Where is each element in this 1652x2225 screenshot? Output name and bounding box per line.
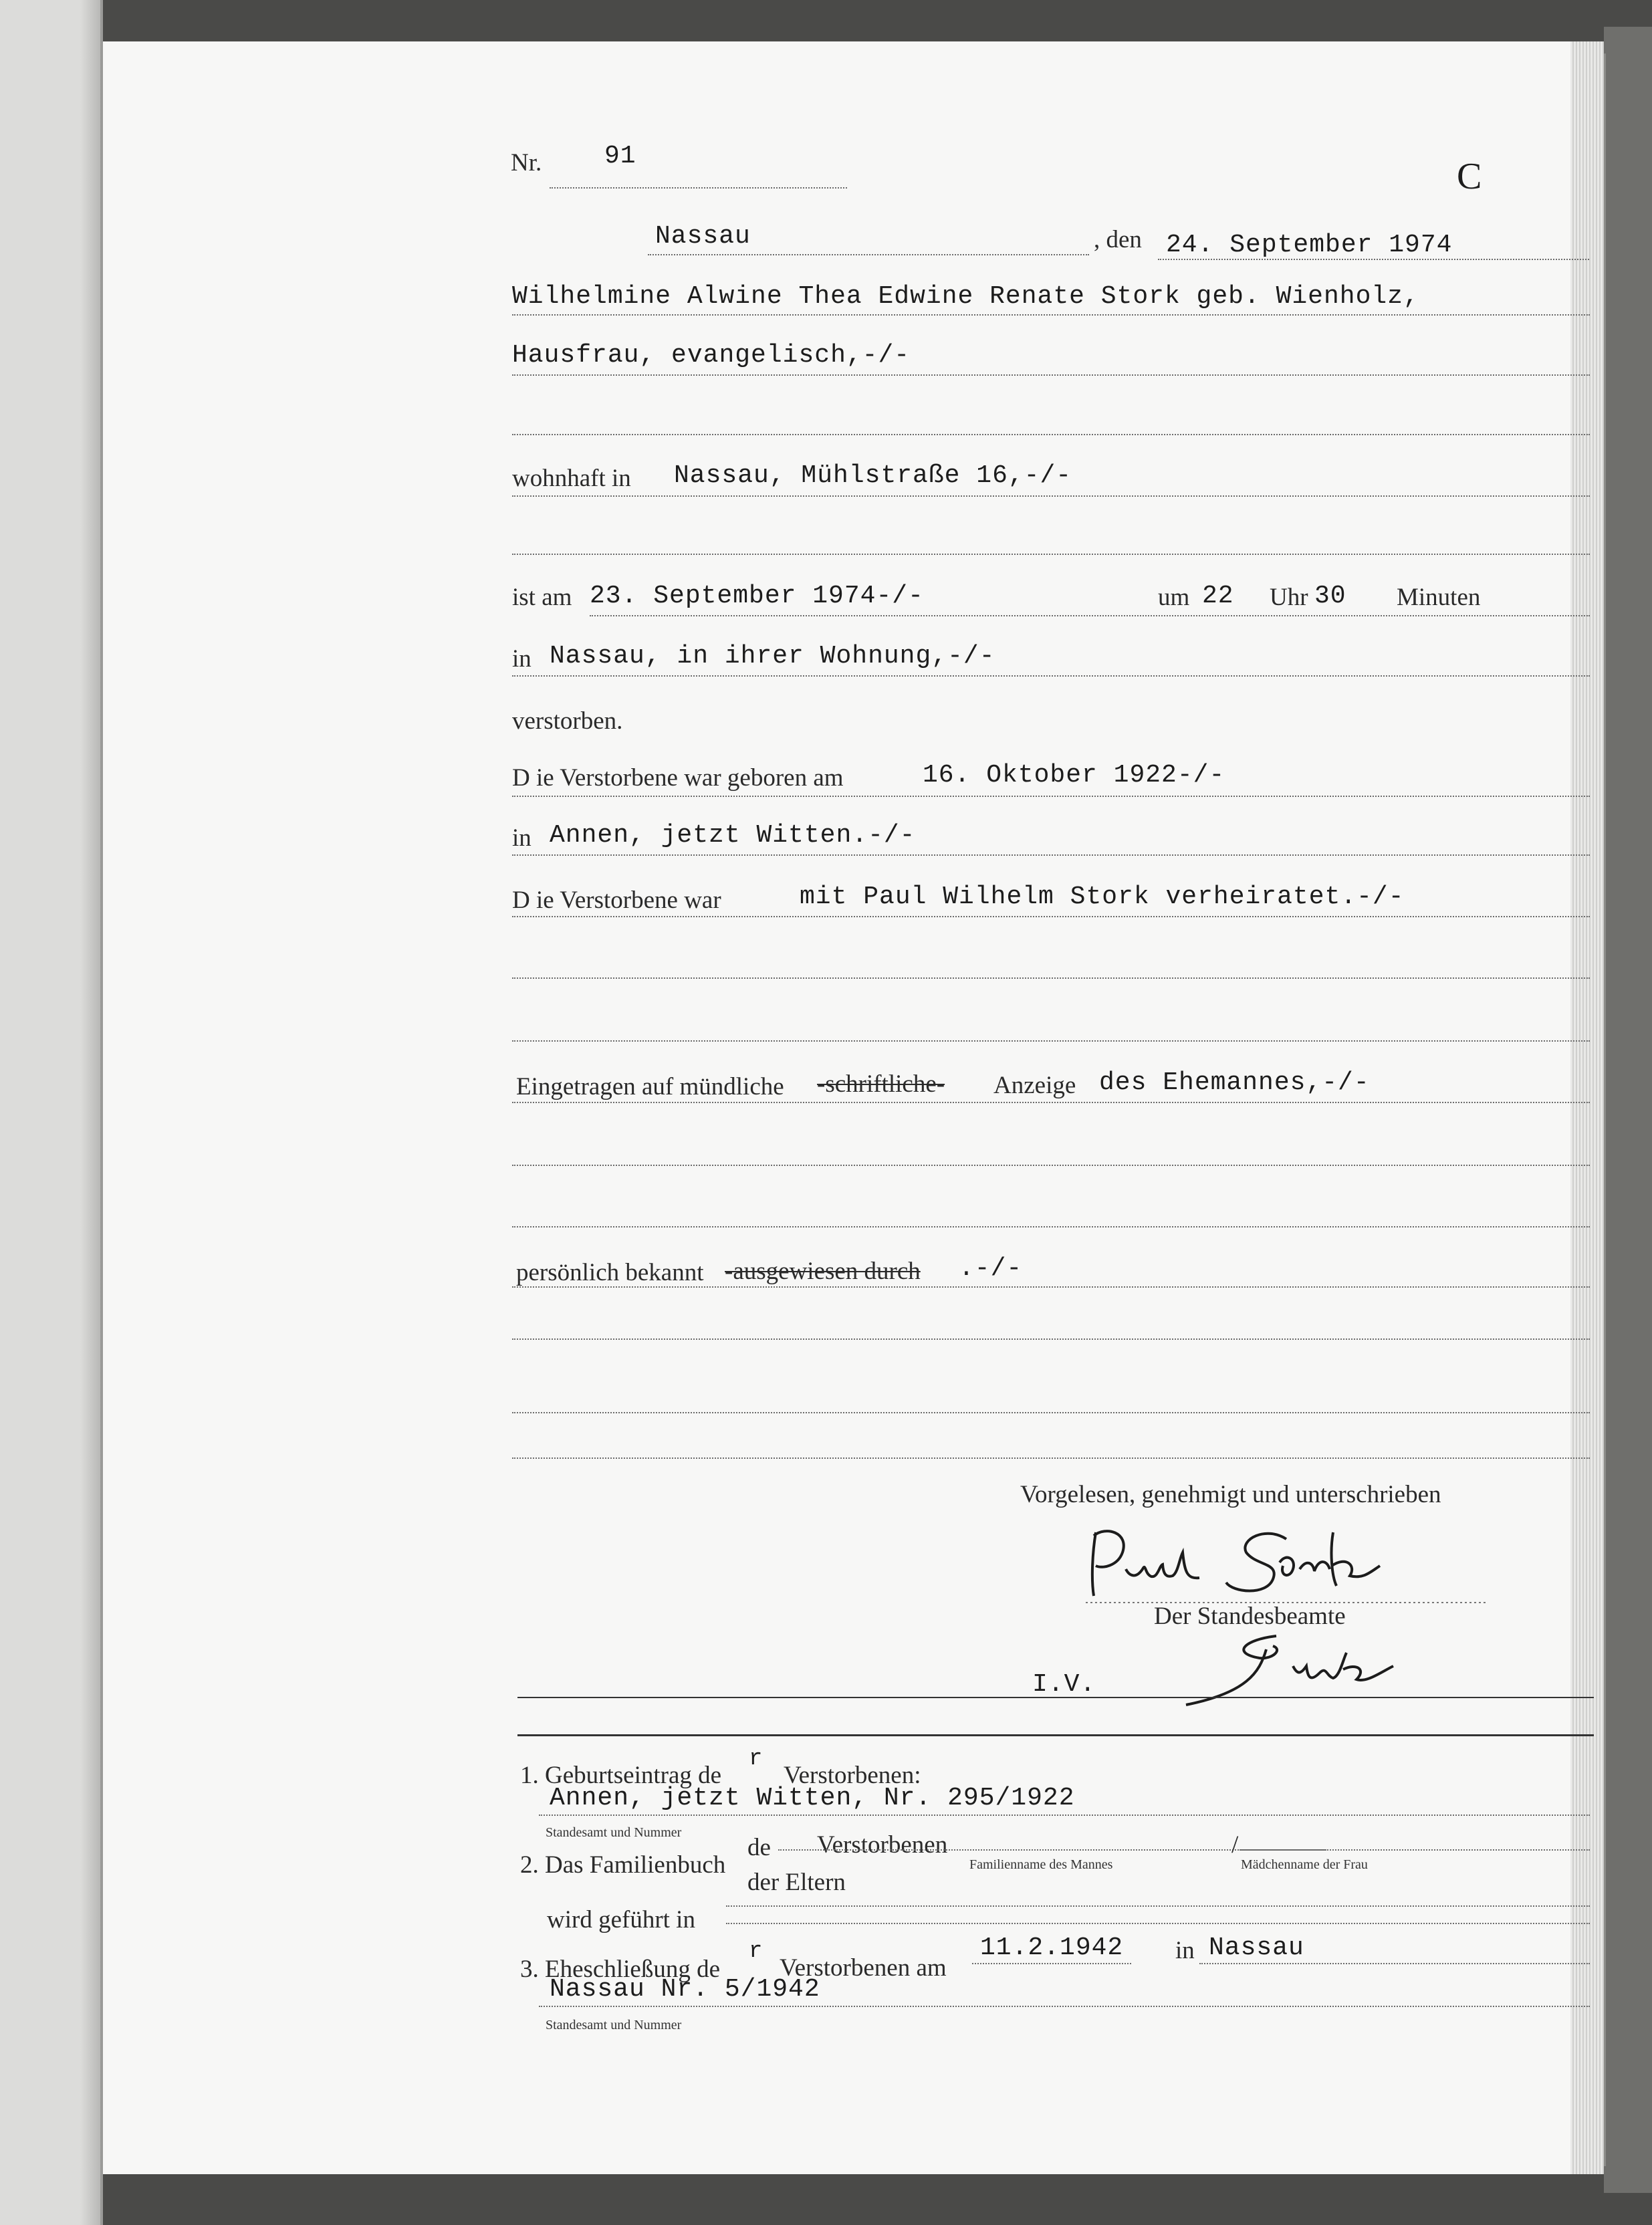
deceased-name: Wilhelmine Alwine Thea Edwine Renate Stork geb. Wienholz,	[512, 282, 1419, 311]
standesamt-label-2: Standesamt und Nummer	[546, 2018, 682, 2032]
anzeige-label: Anzeige	[993, 1072, 1076, 1099]
known-label: persönlich bekannt	[516, 1259, 704, 1286]
item3-value: Nassau Nr. 5/1942	[550, 1975, 820, 2004]
item2-line-c	[726, 1905, 1590, 1907]
item2-value: Verstorbenen	[817, 1831, 948, 1859]
left-page-shadow	[80, 0, 100, 2225]
left-page	[0, 0, 103, 2225]
item3-place: Nassau	[1209, 1934, 1304, 1962]
item3-date-line	[972, 1963, 1131, 1964]
registrar-signature	[1166, 1626, 1487, 1713]
item2-de: de	[747, 1834, 771, 1861]
register-page	[103, 41, 1570, 2174]
record-date: 24. September 1974	[1166, 231, 1453, 259]
date-line	[1158, 259, 1589, 260]
item2-label: 2. Das Familienbuch	[520, 1851, 726, 1879]
item3-label: 3. Eheschließung de	[520, 1956, 720, 1983]
marriage-line	[512, 916, 1590, 917]
blank-line-6	[512, 1226, 1590, 1227]
verstorben-label: verstorben.	[512, 707, 623, 735]
item1-suffix: r	[749, 1746, 763, 1772]
item3-in: in	[1175, 1937, 1195, 1964]
birth-date-line	[512, 796, 1590, 797]
occupation: Hausfrau, evangelisch,-/-	[512, 341, 911, 370]
item3-label-mid: Verstorbenen am	[780, 1954, 947, 1982]
page-stack-edge	[1570, 41, 1604, 2174]
marriage-label: D ie Verstorbene war	[512, 887, 721, 914]
maedchenname-label: Mädchenname der Frau	[1241, 1857, 1368, 1872]
registration-line	[512, 1102, 1590, 1103]
birth-place-line	[512, 854, 1590, 856]
nr-value: 91	[604, 142, 636, 170]
death-place: Nassau, in ihrer Wohnung,-/-	[550, 642, 995, 671]
birth-label: D ie Verstorbene war geboren am	[512, 764, 844, 792]
birth-place-prefix: in	[512, 824, 532, 852]
birth-place: Annen, jetzt Witten.-/-	[550, 821, 916, 850]
blank-line-8	[512, 1412, 1590, 1413]
name-line	[512, 314, 1590, 316]
death-place-line	[512, 675, 1590, 677]
footer-rule	[517, 1734, 1594, 1736]
death-date-line	[590, 615, 1590, 616]
item2-line-b	[1240, 1849, 1590, 1851]
uhr-label: Uhr	[1270, 584, 1308, 611]
iv-label: I.V.	[1032, 1670, 1096, 1699]
read-label: Vorgelesen, genehmigt und unterschrieben	[1020, 1481, 1441, 1508]
blank-line-4	[512, 1040, 1590, 1042]
known-suffix: .-/-	[959, 1254, 1023, 1283]
blank-line-9	[512, 1457, 1590, 1459]
minuten-label: Minuten	[1397, 584, 1481, 611]
item1-label: 1. Geburtseintrag de	[520, 1762, 722, 1789]
residence: Nassau, Mühlstraße 16,-/-	[674, 461, 1072, 490]
informant: des Ehemannes,-/-	[1099, 1068, 1370, 1097]
blank-line-5	[512, 1165, 1590, 1166]
register-letter: C	[1457, 156, 1482, 197]
item3-place-line	[1199, 1963, 1590, 1964]
signature-rule	[517, 1697, 1594, 1698]
nr-label: Nr.	[511, 149, 542, 177]
wird-label: wird geführt in	[547, 1906, 695, 1934]
death-date: 23. September 1974-/-	[590, 582, 924, 610]
standesamt-label-1: Standesamt und Nummer	[546, 1825, 682, 1840]
blank-line-3	[512, 977, 1590, 979]
birth-date: 16. Oktober 1922-/-	[923, 761, 1225, 790]
place-line	[648, 254, 1089, 255]
item3-date: 11.2.1942	[980, 1934, 1124, 1962]
marriage-text: mit Paul Wilhelm Stork verheiratet.-/-	[800, 883, 1405, 911]
struck-ausgewiesen: -ausgewiesen durch	[725, 1258, 921, 1285]
familienname-label: Familienname des Mannes	[969, 1857, 1113, 1872]
struck-schriftliche: -schriftliche-	[817, 1070, 945, 1098]
item1-value: Annen, jetzt Witten, Nr. 295/1922	[550, 1784, 1075, 1812]
death-label: ist am	[512, 584, 572, 611]
death-minute: 30	[1314, 582, 1346, 610]
blank-line-2	[512, 554, 1590, 555]
item1-line	[539, 1814, 1590, 1816]
item2-eltern: der Eltern	[747, 1869, 846, 1896]
nr-line	[550, 187, 847, 189]
blank-line-7	[512, 1338, 1590, 1340]
registration-label: Eingetragen auf mündliche	[516, 1073, 784, 1100]
den-label: , den	[1094, 226, 1142, 253]
residence-line	[512, 495, 1590, 497]
blank-line-1	[512, 434, 1590, 435]
item3-suffix: r	[749, 1939, 763, 1964]
death-place-prefix: in	[512, 645, 532, 673]
place: Nassau	[655, 222, 751, 251]
occupation-line	[512, 374, 1590, 376]
registrar-label: Der Standesbeamte	[1154, 1603, 1346, 1630]
item2-slash: /	[1231, 1831, 1239, 1859]
um-label: um	[1158, 584, 1190, 611]
residence-label: wohnhaft in	[512, 465, 631, 492]
book-cover	[1604, 27, 1652, 2193]
item1-label-end: Verstorbenen:	[784, 1762, 921, 1789]
death-hour: 22	[1202, 582, 1234, 610]
wird-line	[726, 1923, 1590, 1924]
known-line	[512, 1286, 1590, 1288]
item3-line	[539, 2006, 1590, 2007]
